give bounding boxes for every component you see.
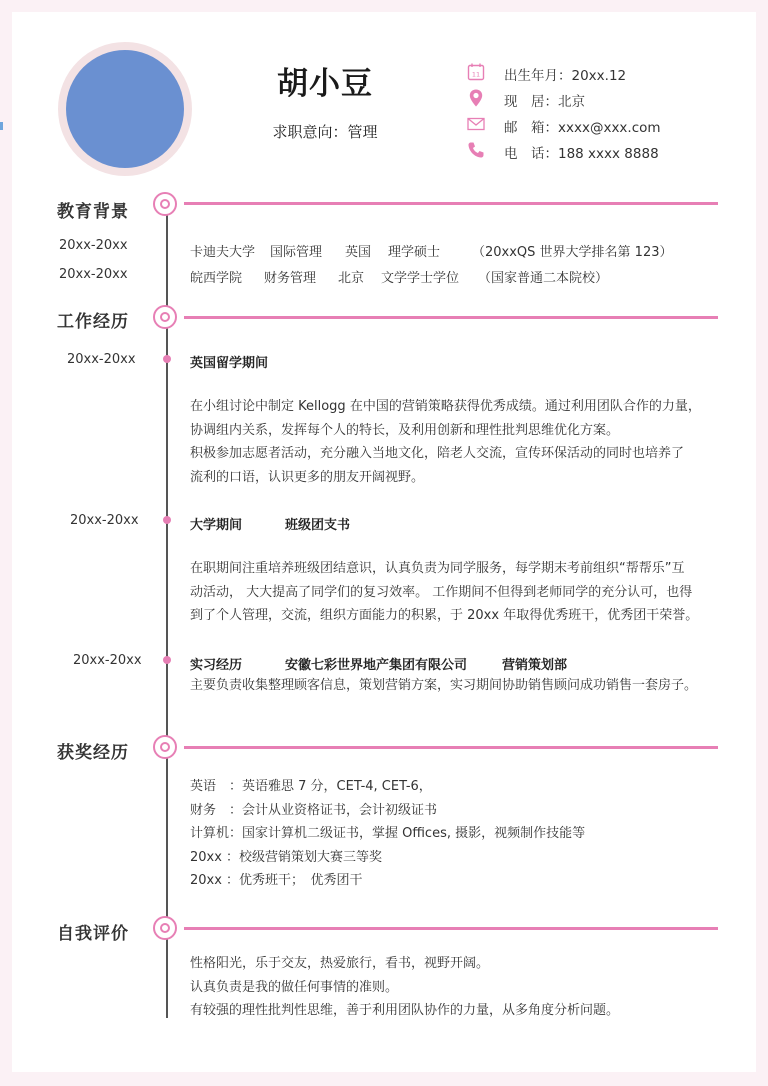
- self-line: 认真负责是我的做任何事情的准则。: [190, 979, 399, 995]
- work-date: 20xx-20xx: [70, 513, 139, 528]
- award-item: 计算机：国家计算机二级证书，掌握 Offices, 摄影，视频制作技能等: [190, 826, 586, 841]
- section-marker-work: [153, 305, 177, 329]
- section-title-education: 教育背景: [57, 202, 129, 222]
- work-description: [190, 395, 720, 489]
- job-intent: 求职意向：管理: [272, 123, 378, 141]
- mail-icon: [466, 114, 486, 134]
- award-item: 英语 ：英语雅思 7 分，CET-4, CET-6，: [190, 779, 432, 794]
- svg-text:11: 11: [471, 70, 481, 79]
- section-marker-self: [153, 916, 177, 940]
- avatar: [58, 42, 192, 176]
- self-evaluation: [190, 952, 720, 1023]
- awards-list: [190, 775, 720, 893]
- work-description: [190, 557, 720, 628]
- section-divider-work: [184, 316, 718, 319]
- work-department: 营销策划部: [502, 658, 568, 673]
- edu-note: （20xxQS 世界大学排名第 123）: [472, 245, 673, 260]
- work-title: 实习经历: [190, 658, 243, 673]
- timeline-dot: [163, 516, 171, 524]
- award-item: 20xx ：校级营销策划大赛三等奖: [190, 849, 383, 865]
- section-title-awards: 获奖经历: [57, 743, 129, 763]
- paragraph-line: 在职期间注重培养班级团结意识，认真负责为同学服务，每学期末考前组织“帮帮乐”互: [190, 561, 685, 576]
- section-title-work: 工作经历: [57, 312, 129, 332]
- work-title: 英国留学期间: [190, 356, 269, 371]
- edu-major: 财务管理: [264, 271, 317, 286]
- work-date: 20xx-20xx: [67, 352, 136, 367]
- edu-major: 国际管理: [270, 245, 323, 260]
- work-description: [190, 674, 720, 698]
- candidate-name: 胡小豆: [277, 66, 373, 102]
- self-line: 性格阳光，乐于交友，热爱旅行，看书，视野开阔。: [190, 956, 490, 971]
- section-divider-self: [184, 927, 718, 930]
- section-title-self: 自我评价: [57, 924, 129, 944]
- paragraph-line: 流利的口语，认识更多的朋友开阔视野。: [190, 469, 425, 485]
- edu-school: 皖西学院: [190, 271, 243, 286]
- edu-date: 20xx-20xx: [59, 238, 128, 253]
- paragraph-line: 协调组内关系，发挥每个人的特长，及利用创新和理性批判思维优化方案。: [190, 422, 620, 438]
- paragraph-line: 主要负责收集整理顾客信息，策划营销方案，实习期间协助销售顾问成功销售一套房子。: [190, 678, 698, 693]
- work-date: 20xx-20xx: [73, 653, 142, 668]
- calendar-icon: [466, 62, 486, 82]
- award-item: 财务 ：会计从业资格证书，会计初级证书: [190, 802, 438, 818]
- section-divider-awards: [184, 746, 718, 749]
- edu-place: 北京: [338, 271, 365, 286]
- edu-place: 英国: [345, 245, 372, 260]
- timeline-dot: [163, 355, 171, 363]
- edu-note: （国家普通二本院校）: [478, 271, 609, 286]
- paragraph-line: 到了个人管理，交流，组织方面能力的积累，于 20xx 年取得优秀班干，优秀团干荣誉。: [190, 608, 699, 623]
- phone-icon: [466, 140, 486, 160]
- edu-degree: 理学硕士: [388, 245, 441, 260]
- work-title: 大学期间: [190, 518, 243, 533]
- location-pin-icon: [466, 88, 486, 108]
- work-company: 安徽七彩世界地产集团有限公司: [285, 658, 468, 673]
- email-label: 邮 箱：xxxx@xxx.com: [504, 120, 661, 136]
- work-role: 班级团支书: [285, 518, 351, 533]
- section-marker-awards: [153, 735, 177, 759]
- edu-date: 20xx-20xx: [59, 267, 128, 282]
- phone-label: 电 话：188 xxxx 8888: [504, 146, 659, 162]
- paragraph-line: 动活动， 大大提高了同学们的复习效率。 工作期间不但得到老师同学的充分认可，也得: [190, 584, 693, 600]
- timeline-dot: [163, 656, 171, 664]
- award-item: 20xx ：优秀班干； 优秀团干: [190, 873, 363, 888]
- section-marker-education: [153, 192, 177, 216]
- edge-mark: [0, 122, 3, 130]
- paragraph-line: 在小组讨论中制定 Kellogg 在中国的营销策略获得优秀成绩。通过利用团队合作的力量，: [190, 399, 701, 414]
- section-divider-education: [184, 202, 718, 205]
- paragraph-line: 积极参加志愿者活动，充分融入当地文化，陪老人交流，宣传环保活动的同时也培养了: [190, 446, 685, 461]
- edu-degree: 文学学士学位: [381, 271, 460, 286]
- edu-school: 卡迪夫大学: [190, 245, 256, 260]
- location-label: 现 居：北京: [504, 94, 585, 110]
- birth-label: 出生年月：20xx.12: [504, 68, 627, 84]
- avatar-photo-placeholder: [66, 50, 184, 168]
- self-line: 有较强的理性批判性思维，善于利用团队协作的力量，从多角度分析问题。: [190, 1003, 620, 1018]
